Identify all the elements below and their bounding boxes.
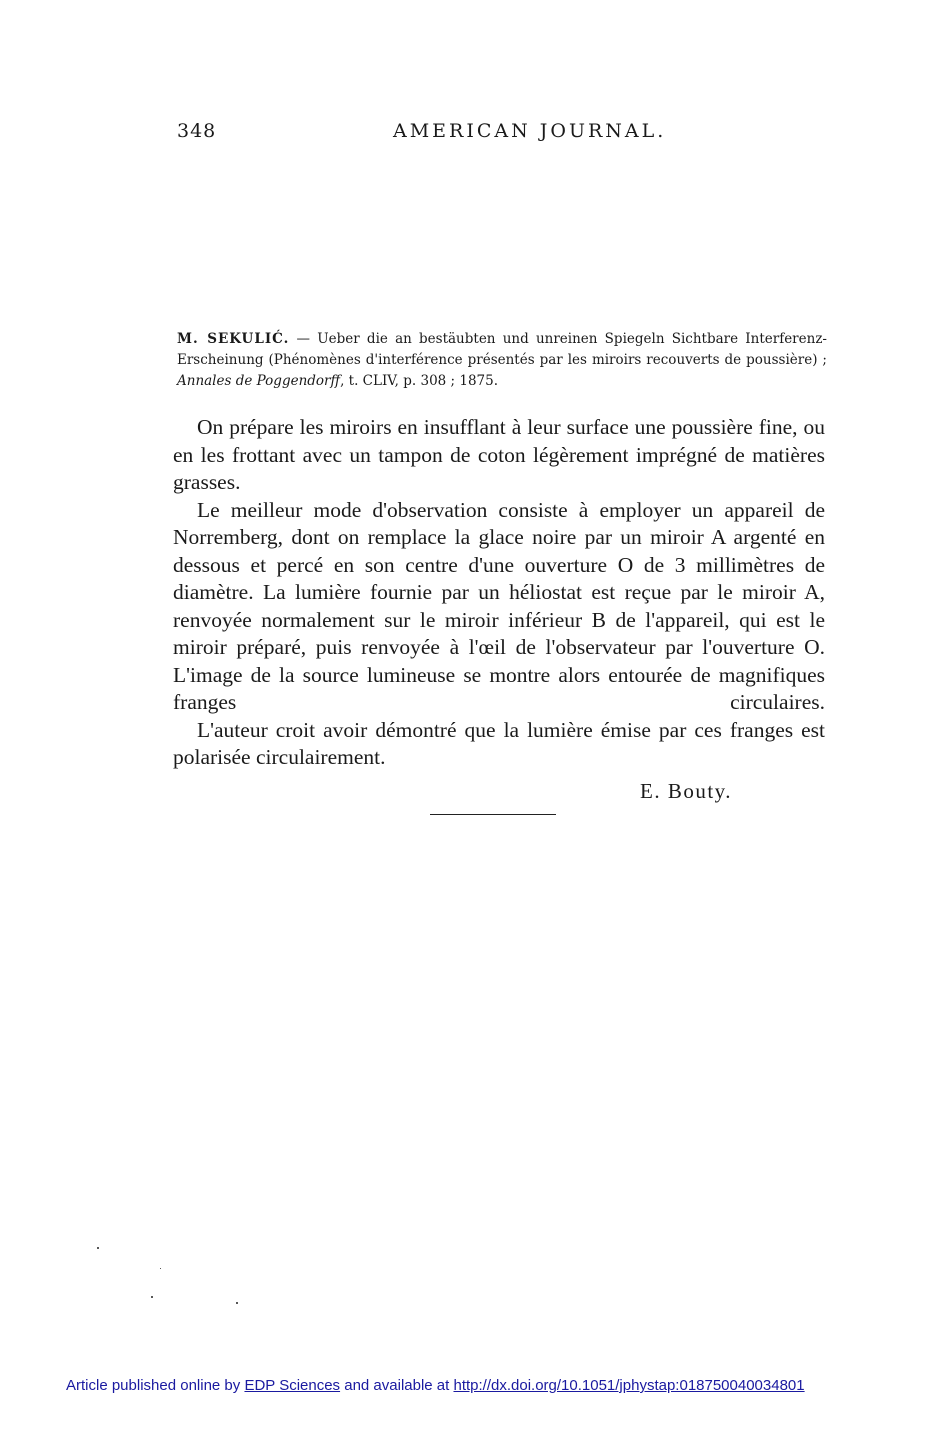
scan-speck bbox=[236, 1302, 238, 1304]
paragraph-1: On prépare les miroirs en insufflant à leur surface une poussière fine, ou en les frottant avec un tampon de coton légèrement imprégné de matières grasses. bbox=[173, 415, 825, 494]
paragraph-2: Le meilleur mode d'observation consiste à employer un appareil de Norremberg, dont on remplace la glace noire par un miroir A argenté en dessous et percé en son centre d'une ouverture O de 3 millimètres de diamètre. La lumière fournie par un héliostat est reçue par le miroir A, renvoyée normalement sur le miroir inférieur B de l'appareil, qui est le miroir préparé, puis renvoyée à l'œil de l'observateur par l'ouverture O. L'image de la source lumineuse se montre alors entourée de magnifiques franges circulaires. bbox=[173, 497, 825, 714]
footer-prefix: Article published online by bbox=[66, 1377, 245, 1394]
body-text bbox=[173, 414, 825, 772]
citation-author: M. SEKULIĆ. bbox=[177, 331, 290, 347]
citation-journal: Annales de Poggendorff bbox=[177, 373, 341, 389]
running-head: AMERICAN JOURNAL. bbox=[393, 120, 667, 142]
footer-middle: and available at bbox=[340, 1377, 454, 1394]
citation-dash: — bbox=[289, 331, 318, 347]
footer bbox=[66, 1377, 805, 1394]
paragraph-3: L'auteur croit avoir démontré que la lumière émise par ces franges est polarisée circulairement. bbox=[173, 717, 825, 769]
citation bbox=[177, 329, 827, 392]
page-number: 348 bbox=[177, 120, 217, 142]
doi-link[interactable]: http://dx.doi.org/10.1051/jphystap:018750040034801 bbox=[453, 1377, 805, 1394]
signature: E. Bouty. bbox=[640, 779, 733, 803]
scan-speck bbox=[97, 1247, 99, 1249]
scan-speck bbox=[160, 1268, 161, 1269]
section-rule bbox=[430, 814, 556, 815]
scan-speck bbox=[151, 1296, 153, 1298]
citation-french-title: (Phénomènes d'interférence présentés par les miroirs recouverts de poussière) ; bbox=[263, 352, 827, 368]
publisher-link[interactable]: EDP Sciences bbox=[244, 1377, 341, 1394]
citation-german-title: Ueber die an bestäubten und unreinen Spiegeln Sichtbare Interferenz-Erscheinung bbox=[177, 331, 827, 368]
citation-reference: , t. CLIV, p. 308 ; 1875. bbox=[340, 373, 499, 389]
